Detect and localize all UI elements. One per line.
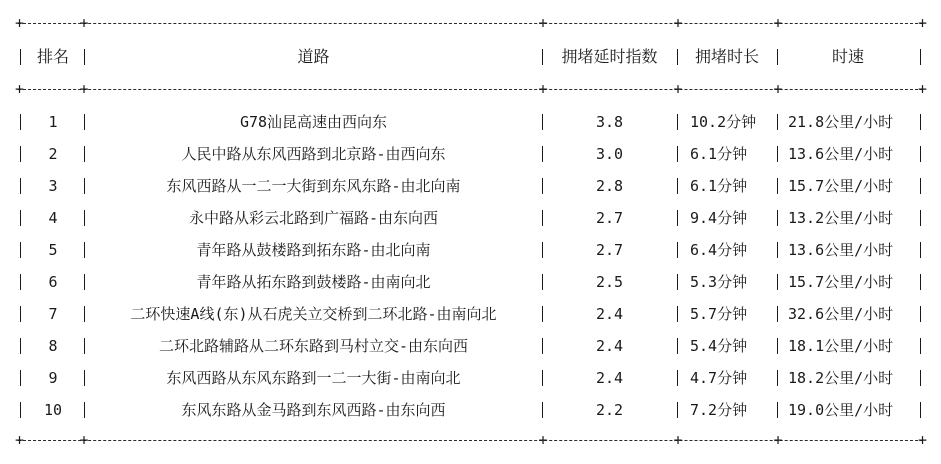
cell-congestion-duration: 7.2分钟 [690,401,748,419]
header-congestion-index: 拥堵延时指数 [561,47,658,66]
cell-speed: 32.6公里/小时 [788,305,894,323]
cell-rank: 7 [48,305,58,323]
table-row [0,206,941,230]
cell-road: 人民中路从东风西路到北京路-由西向东 [181,145,446,163]
cell-rank: 4 [48,209,58,227]
cell-congestion-index: 3.8 [595,113,624,131]
cell-road: 青年路从拓东路到鼓楼路-由南向北 [196,273,431,291]
table-header-row [0,45,941,69]
cell-congestion-index: 2.2 [595,401,624,419]
cell-road: 二环北路辅路从二环东路到马村立交-由东向西 [158,337,469,355]
table-row [0,302,941,326]
cell-congestion-index: 2.5 [595,273,624,291]
cell-congestion-duration: 6.1分钟 [690,177,748,195]
cell-rank: 3 [48,177,58,195]
header-road: 道路 [297,47,330,66]
table-header-separator: + + + + + + [18,89,923,90]
cell-road: 永中路从彩云北路到广福路-由东向西 [188,209,439,227]
cell-congestion-index: 2.4 [595,369,624,387]
header-speed: 时速 [831,47,864,66]
cell-road: 东风西路从东风东路到一二一大街-由南向北 [166,369,461,387]
cell-road: G78汕昆高速由西向东 [239,113,388,131]
cell-road: 青年路从鼓楼路到拓东路-由北向南 [196,241,431,259]
cell-speed: 18.2公里/小时 [788,369,894,387]
cell-congestion-index: 2.7 [595,241,624,259]
cell-congestion-duration: 5.4分钟 [690,337,748,355]
table-border-top: + + + + + + [18,23,923,24]
cell-rank: 6 [48,273,58,291]
table-row [0,174,941,198]
table-row [0,142,941,166]
cell-congestion-index: 2.7 [595,209,624,227]
cell-rank: 9 [48,369,58,387]
cell-speed: 13.6公里/小时 [788,145,894,163]
cell-speed: 15.7公里/小时 [788,177,894,195]
table-row [0,110,941,134]
cell-rank: 5 [48,241,58,259]
header-congestion-duration: 拥堵时长 [694,47,759,66]
cell-congestion-index: 2.8 [595,177,624,195]
cell-rank: 8 [48,337,58,355]
cell-rank: 1 [48,113,58,131]
cell-speed: 19.0公里/小时 [788,401,894,419]
cell-speed: 13.6公里/小时 [788,241,894,259]
cell-congestion-duration: 5.3分钟 [690,273,748,291]
cell-speed: 18.1公里/小时 [788,337,894,355]
cell-road: 二环快速A线(东)从石虎关立交桥到二环北路-由南向北 [130,305,497,323]
table-row [0,334,941,358]
cell-speed: 13.2公里/小时 [788,209,894,227]
cell-speed: 15.7公里/小时 [788,273,894,291]
cell-congestion-duration: 5.7分钟 [690,305,748,323]
cell-road: 东风东路从金马路到东风西路-由东向西 [181,401,446,419]
table-row [0,366,941,390]
cell-congestion-duration: 10.2分钟 [690,113,757,131]
cell-congestion-duration: 4.7分钟 [690,369,748,387]
header-rank: 排名 [36,47,69,66]
table-row [0,270,941,294]
cell-speed: 21.8公里/小时 [788,113,894,131]
cell-congestion-duration: 6.4分钟 [690,241,748,259]
cell-congestion-index: 2.4 [595,337,624,355]
cell-congestion-index: 2.4 [595,305,624,323]
cell-congestion-duration: 9.4分钟 [690,209,748,227]
cell-rank: 10 [43,401,63,419]
table-row [0,398,941,422]
cell-congestion-duration: 6.1分钟 [690,145,748,163]
cell-rank: 2 [48,145,58,163]
cell-road: 东风西路从一二一大街到东风东路-由北向南 [166,177,461,195]
table-border-bottom: + + + + + + [18,440,923,441]
cell-congestion-index: 3.0 [595,145,624,163]
table-row [0,238,941,262]
